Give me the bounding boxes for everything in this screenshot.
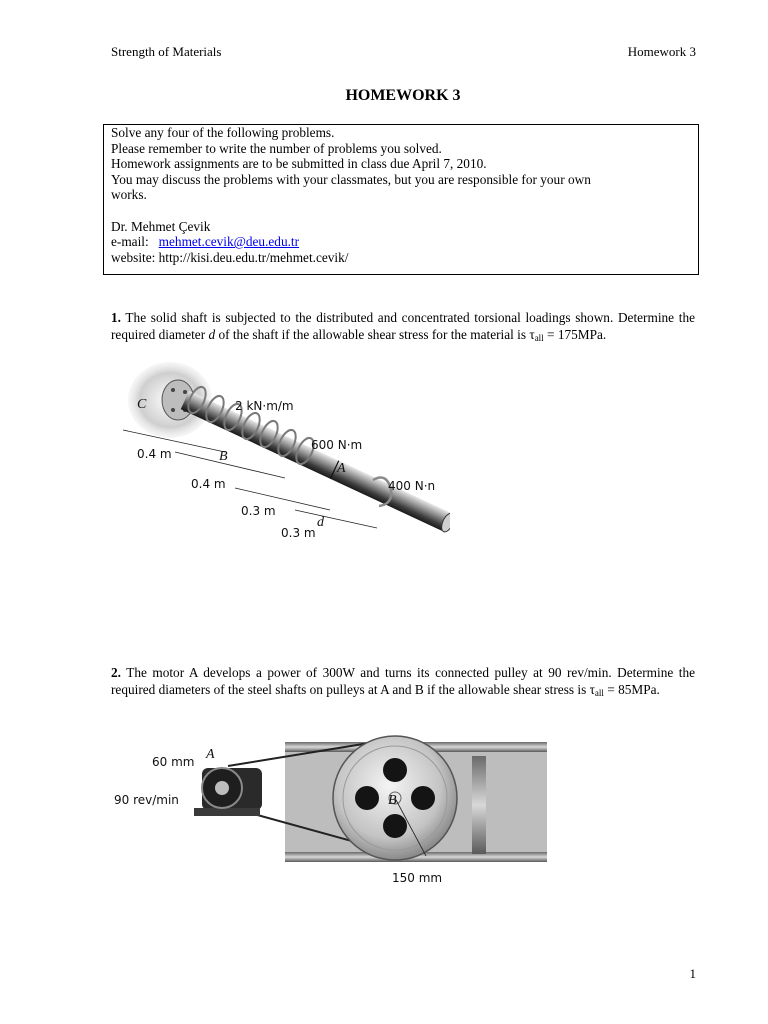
dim-label: 0.3 m [281,526,316,540]
instruction-line: Please remember to write the number of problems you solved. [111,140,442,156]
dim-label: 0.4 m [191,477,226,491]
variable-d: d [208,326,216,342]
header-course-title: Strength of Materials [111,44,222,59]
instructions-box [103,124,699,275]
problem-text: The motor A develops a power of 300W and turns its connected pulley at 90 rev/min. Determine the required diameters of the steel shafts on pulleys at A and B if the allowable shear stress is [111,665,695,697]
problem-2-text [111,665,695,701]
email-link[interactable]: mehmet.cevik@deu.edu.tr [158,234,300,250]
motor-pulley-figure [110,728,550,890]
speed-label: 90 rev/min [114,793,179,807]
problem-text: of the shaft if the allowable shear stress for the material is [215,326,530,342]
torque-end-label: 400 N·n [388,479,436,493]
label-b: B [219,449,228,464]
page-title: HOMEWORK 3 [345,87,461,104]
label-a: A [206,747,215,762]
instruction-line: works. [111,187,147,203]
instruction-line: You may discuss the problems with your classmates, but you are responsible for your own [111,171,591,187]
instruction-line: Homework assignments are to be submitted in class due April 7, 2010. [111,156,487,172]
label-a: A [337,461,346,476]
dim-label: 0.4 m [137,447,172,461]
instruction-line: Solve any four of the following problems. [111,125,335,140]
author-name: Dr. Mehmet Çevik [111,218,211,234]
subscript: all [534,332,544,343]
frame-post [472,756,486,854]
website-line: website: http://kisi.deu.edu.tr/mehmet.cevik/ [111,249,349,265]
problem-text: The solid shaft is subjected to the distributed and concentrated torsional loadings shown. Determine the required diameter [111,310,695,342]
email-row [111,234,698,250]
torque-a-label: 600 N·m [311,438,363,452]
tau-symbol: τ [529,326,535,342]
problem-1-text [111,310,695,346]
spacer [111,203,698,219]
radius-b-label: 150 mm [392,871,443,885]
tau-symbol: τ [589,681,595,697]
problem-text: = 85MPa. [603,681,660,697]
problem-number: 2. [111,665,121,680]
dim-label: 0.3 m [241,504,276,518]
label-d: d [317,515,324,530]
radius-a-label: 60 mm [152,755,195,769]
problem-number: 1. [111,310,121,325]
subscript: all [594,687,604,698]
page-number: 1 [689,966,696,981]
shaft-torsion-figure [115,360,450,545]
label-c: C [137,397,147,412]
header-homework-label: Homework 3 [627,44,696,59]
email-label: e-mail: [111,234,149,250]
distributed-load-label: 2 kN·m/m [235,399,294,413]
problem-text: = 175MPa. [543,326,607,342]
motor-a [194,768,262,816]
label-b: B [388,793,397,808]
